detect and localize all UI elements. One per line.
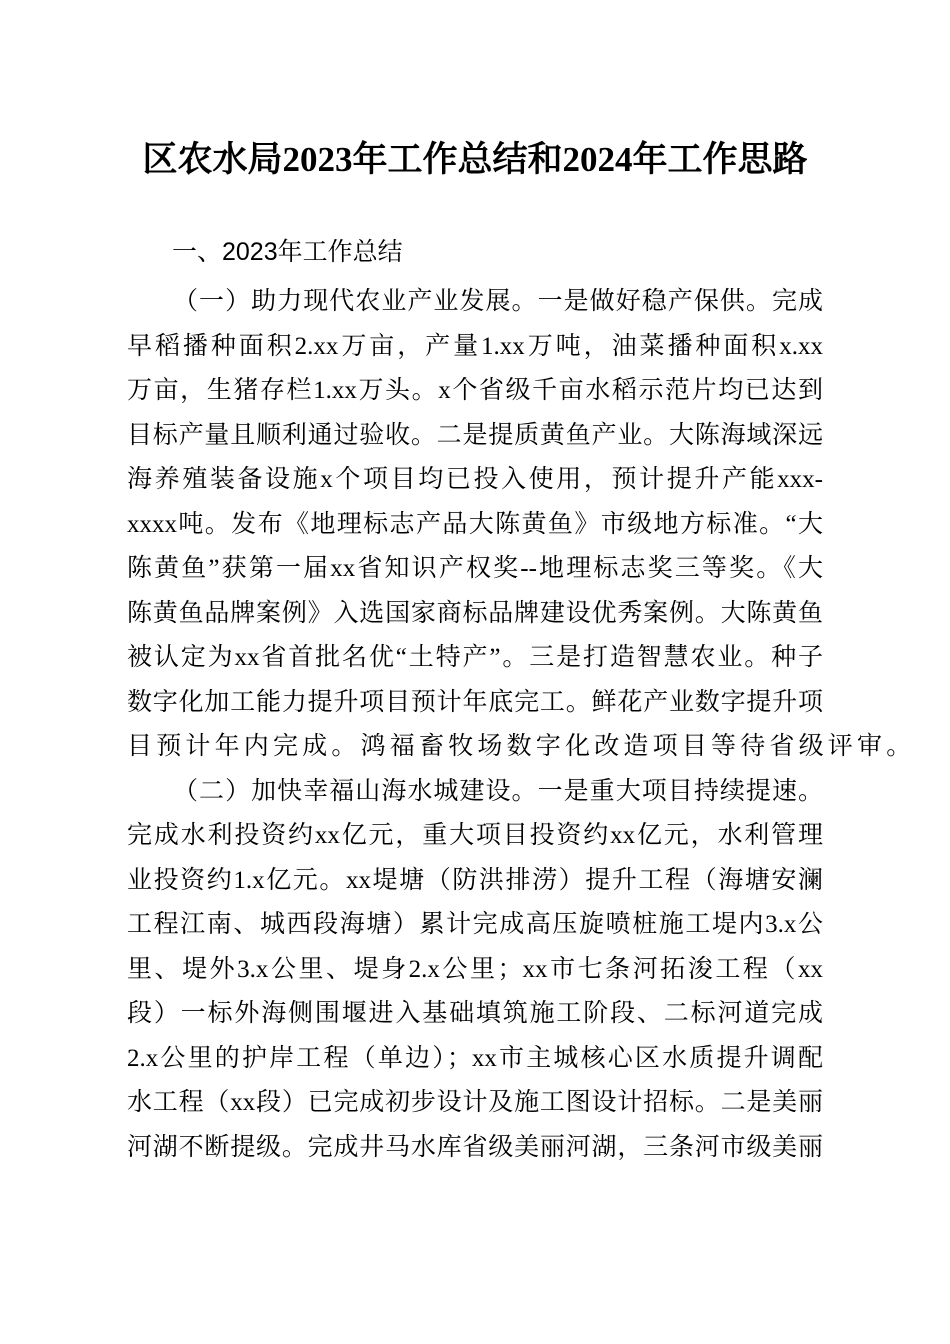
paragraph-line: 早稻播种面积2.xx万亩，产量1.xx万吨，油菜播种面积x.xx (127, 332, 823, 360)
section-heading: 一、2023年工作总结 (172, 238, 403, 266)
paragraph-line: xxxx吨。发布《地理标志产品大陈黄鱼》市级地方标准。“大 (127, 510, 823, 538)
paragraph-line: 工程江南、城西段海塘）累计完成高压旋喷桩施工堤内3.x公 (127, 911, 823, 938)
document-body (127, 280, 916, 1170)
paragraph-line: 段）一标外海侧围堰进入基础填筑施工阶段、二标河道完成 (127, 1000, 823, 1027)
paragraph-line: 河湖不断提级。完成井马水库省级美丽河湖，三条河市级美丽 (127, 1133, 823, 1161)
paragraph-line: 陈黄鱼品牌案例》入选国家商标品牌建设优秀案例。大陈黄鱼 (127, 599, 823, 627)
paragraph-line: 业投资约1.x亿元。xx堤塘（防洪排涝）提升工程（海塘安澜 (127, 866, 823, 894)
paragraph-line: 陈黄鱼”获第一届xx省知识产权奖--地理标志奖三等奖。《大 (127, 555, 823, 582)
paragraph-line: 数字化加工能力提升项目预计年底完工。鲜花产业数字提升项 (127, 688, 823, 716)
paragraph-line: 水工程（xx段）已完成初步设计及施工图设计招标。二是美丽 (127, 1089, 823, 1116)
paragraph-line: （二）加快幸福山海水城建设。一是重大项目持续提速。 (173, 777, 823, 805)
paragraph-line: 目预计年内完成。鸿福畜牧场数字化改造项目等待省级评审。 (127, 733, 916, 760)
paragraph-line: 海养殖装备设施x个项目均已投入使用，预计提升产能xxx- (127, 466, 823, 493)
paragraph-line: 完成水利投资约xx亿元，重大项目投资约xx亿元，水利管理 (127, 822, 823, 849)
paragraph-line: 被认定为xx省首批名优“土特产”。三是打造智慧农业。种子 (127, 644, 823, 671)
paragraph-line: 里、堤外3.x公里、堤身2.x公里；xx市七条河拓浚工程（xx (127, 955, 823, 983)
paragraph-line: 目标产量且顺利通过验收。二是提质黄鱼产业。大陈海域深远 (127, 421, 823, 449)
paragraph-line: 2.x公里的护岸工程（单边）；xx市主城核心区水质提升调配 (127, 1044, 823, 1072)
document-title: 区农水局2023年工作总结和2024年工作思路 (142, 140, 808, 179)
paragraph-line: （一）助力现代农业产业发展。一是做好稳产保供。完成 (173, 288, 823, 315)
paragraph-line: 万亩，生猪存栏1.xx万头。x个省级千亩水稻示范片均已达到 (127, 377, 823, 404)
